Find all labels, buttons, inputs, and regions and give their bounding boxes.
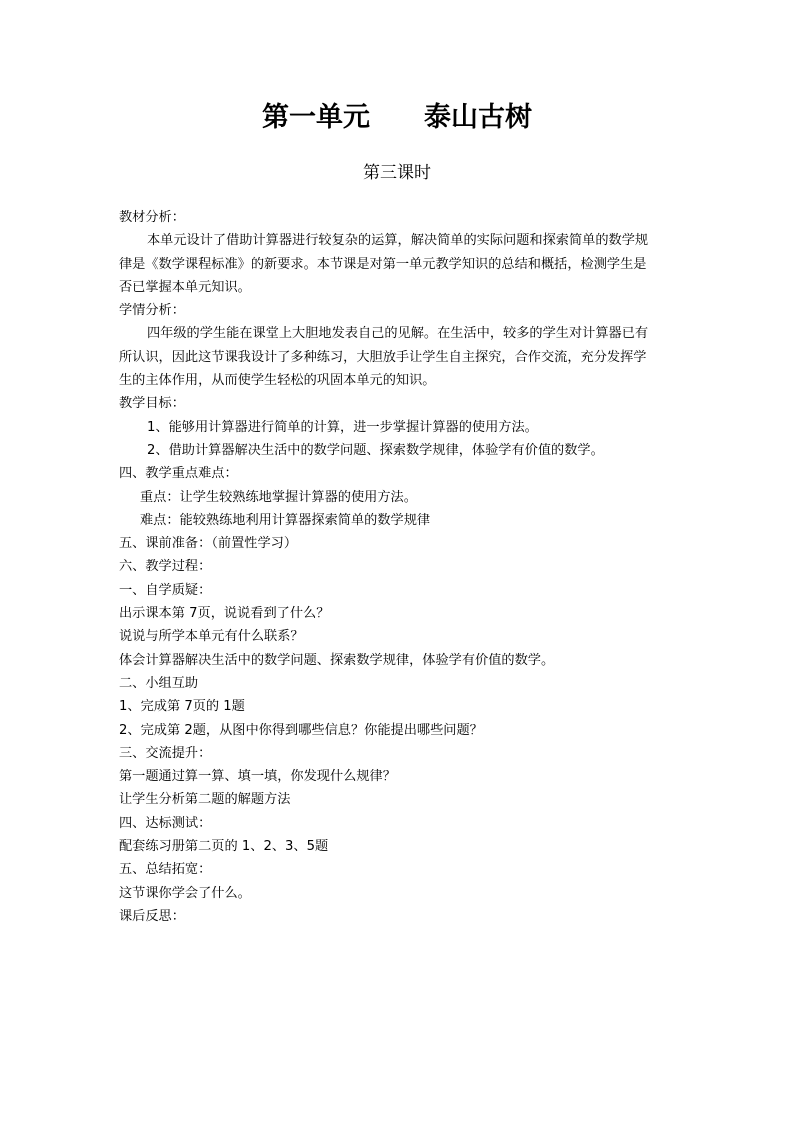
section-heading-key-points: 四、教学重点难点： — [119, 466, 238, 482]
goal-item: 1、能够用计算器进行简单的计算，进一步掌握计算器的使用方法。 — [147, 419, 538, 435]
section-heading-textbook-analysis: 教材分析： — [119, 210, 185, 225]
paragraph-line: 四年级的学生能在课堂上大胆地发表自己的见解。在生活中，较多的学生对计算器已有 — [147, 326, 649, 342]
body-line: 1、完成第 7页的 1题 — [119, 699, 245, 715]
section-heading-reflection: 课后反思： — [119, 908, 185, 924]
lesson-subtitle: 第三课时 — [363, 163, 431, 183]
body-line: 说说与所学本单元有什么联系？ — [119, 629, 304, 645]
body-line: 让学生分析第二题的解题方法 — [119, 792, 291, 808]
difficulty-line: 难点：能较熟练地利用计算器探索简单的数学规律 — [140, 512, 431, 528]
body-line: 2、完成第 2题，从图中你得到哪些信息？你能提出哪些问题？ — [119, 722, 483, 738]
document-body — [119, 206, 679, 928]
body-line: 出示课本第 7页，说说看到了什么？ — [119, 606, 330, 622]
goal-item: 2、借助计算器解决生活中的数学问题、探索数学规律，体验学有价值的数学。 — [147, 442, 604, 458]
body-line: 配套练习册第二页的 1、2、3、5题 — [119, 839, 329, 855]
body-line: 体会计算器解决生活中的数学问题、探索数学规律，体验学有价值的数学。 — [119, 652, 555, 668]
step-heading: 四、达标测试： — [119, 815, 212, 831]
paragraph-line: 律是《数学课程标准》的新要求。本节课是对第一单元教学知识的总结和概括，检测学生是 — [119, 256, 647, 272]
paragraph-line: 否已掌握本单元知识。 — [119, 279, 251, 295]
paragraph-line: 所认识，因此这节课我设计了多种练习，大胆放手让学生自主探究，合作交流，充分发挥学 — [119, 349, 647, 365]
paragraph-line: 本单元设计了借助计算器进行较复杂的运算，解决简单的实际问题和探索简单的数学规 — [147, 233, 649, 249]
document-title: 第一单元 泰山古树 — [262, 102, 532, 133]
section-heading-teaching-process: 六、教学过程： — [119, 559, 212, 575]
section-heading-teaching-goals: 教学目标： — [119, 396, 185, 412]
section-heading-preparation: 五、课前准备：（前置性学习） — [119, 536, 298, 552]
paragraph-line: 生的主体作用，从而使学生轻松的巩固本单元的知识。 — [119, 373, 436, 389]
key-point-line: 重点：让学生较熟练地掌握计算器的使用方法。 — [140, 489, 417, 505]
body-line: 第一题通过算一算、填一填，你发现什么规律？ — [119, 769, 396, 785]
body-line: 这节课你学会了什么。 — [119, 885, 251, 901]
step-heading: 二、小组互助 — [119, 675, 199, 691]
step-heading: 五、总结拓宽： — [119, 862, 212, 878]
step-heading: 三、交流提升： — [119, 745, 212, 761]
section-heading-student-analysis: 学情分析： — [119, 303, 185, 319]
step-heading: 一、自学质疑： — [119, 582, 212, 598]
